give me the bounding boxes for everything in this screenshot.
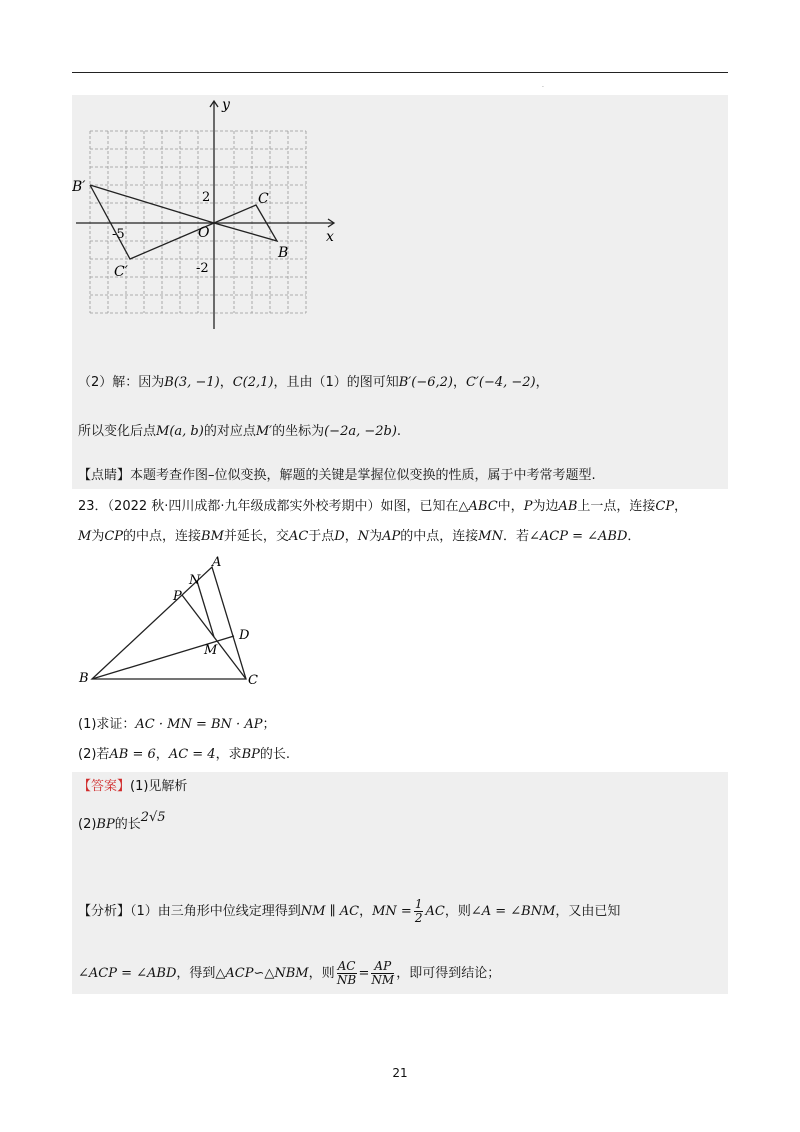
fig-label-d: D [239, 628, 250, 643]
label-b-prime: B′ [72, 179, 86, 195]
fig-label-n: N [189, 573, 201, 588]
label-c-prime: C′ [114, 264, 128, 280]
fig-label-c: C [248, 673, 258, 688]
tick-2: 2 [202, 190, 211, 205]
coordinate-graph [72, 95, 372, 345]
tick-neg5: -5 [112, 227, 125, 242]
page-number: 21 [392, 1066, 408, 1080]
header-dot: . [542, 82, 544, 89]
answer-line2: (2)BP的长2√5 [78, 810, 166, 832]
q23-line1: 23．（2022 秋·四川成都·九年级成都实外校考期中）如图，已知在△ABC中，P为边AB上一点，连接CP， [78, 499, 688, 514]
fig-label-p: P [173, 589, 182, 604]
axis-x-label: x [326, 229, 334, 245]
header-rule [72, 72, 728, 73]
label-c: C [258, 191, 269, 207]
answer-line1: 【答案】(1)见解析 [78, 779, 188, 794]
fig-label-a: A [212, 556, 222, 570]
axis-y-label: y [222, 97, 230, 113]
fraction-ac-nb: $\frac{AC}{NB}$ [336, 959, 357, 987]
analysis-line1: 【分析】（1）由三角形中位线定理得到NM ∥ AC，MN = $\frac{1}{2}$ AC，则∠A = ∠BNM，又由已知 [78, 897, 621, 925]
part2-line: (2)若AB = 6，AC = 4，求BP的长. [78, 747, 291, 762]
fraction-half: $\frac{1}{2}$ [414, 897, 423, 925]
origin-label: O [198, 225, 210, 241]
fig-label-b: B [79, 671, 89, 686]
solution2-line2: 所以变化后点M(a, b)的对应点M′的坐标为(−2a, −2b). [78, 424, 402, 439]
part1-line: (1)求证：AC · MN = BN · AP； [78, 717, 276, 732]
label-b: B [278, 245, 289, 261]
analysis-line2: ∠ACP = ∠ABD，得到△ACP∽△NBM，则 $\frac{AC}{NB}$ = $\frac{AP}{NM}$ ，即可得到结论； [78, 959, 501, 987]
q23-line2: M为CP的中点，连接BM并延长，交AC于点D，N为AP的中点，连接MN．若∠ACP = ∠ABD． [78, 529, 641, 544]
solution2-line1: （2）解：因为B(3, −1)，C(2,1)，且由（1）的图可知B′(−6,2)，C′(−4, −2)， [78, 375, 549, 390]
comment-line: 【点睛】本题考查作图–位似变换，解题的关键是掌握位似变换的性质，属于中考常考题型. [78, 468, 596, 483]
triangle-figure [72, 556, 272, 691]
tick-neg2: -2 [196, 261, 209, 276]
fraction-ap-nm: $\frac{AP}{NM}$ [371, 959, 395, 987]
fig-label-m: M [204, 643, 218, 658]
